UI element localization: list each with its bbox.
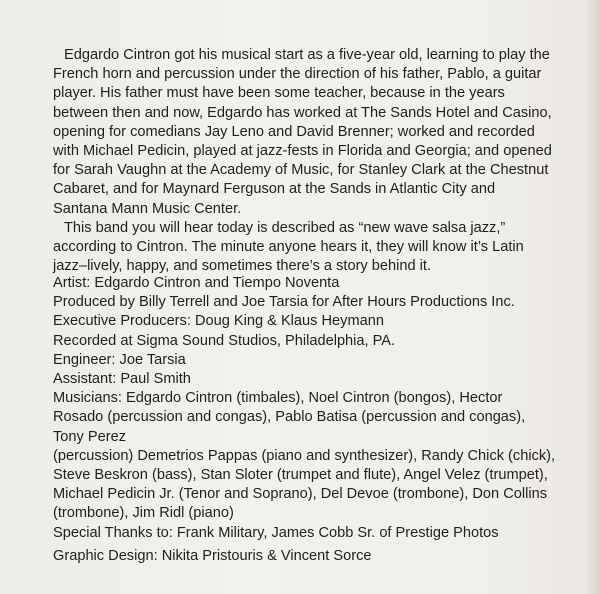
bio-line: This band you will hear today is described as “new wave salsa jazz,” xyxy=(64,219,506,236)
bio-line: with Michael Pedicin, played at jazz-fests in Florida and Georgia; and opened xyxy=(53,143,552,160)
bio-line: player. His father must have been some teacher, because in the years xyxy=(53,85,505,102)
credit-recorded-at: Recorded at Sigma Sound Studios, Philadelphia, PA. xyxy=(53,332,396,349)
credit-assistant: Assistant: Paul Smith xyxy=(53,371,191,388)
bio-line: according to Cintron. The minute anyone hears it, they will know it’s Latin xyxy=(53,239,524,256)
credit-producer: Produced by Billy Terrell and Joe Tarsia for After Hours Productions Inc. xyxy=(53,294,515,311)
biography-text xyxy=(53,46,565,276)
credit-musicians: Tony Perez xyxy=(53,428,127,445)
bio-line: opening for comedians Jay Leno and David Brenner; worked and recorded xyxy=(53,123,535,140)
credit-engineer: Engineer: Joe Tarsia xyxy=(53,351,186,368)
page-edge-shadow xyxy=(584,0,600,594)
credit-musicians: Steve Beskron (bass), Stan Sloter (trumpet and flute), Angel Velez (trumpet), xyxy=(53,467,548,484)
bio-line: for Sarah Vaughn at the Academy of Music, for Stanley Clark at the Chestnut xyxy=(53,162,549,179)
credit-executive-producers: Executive Producers: Doug King & Klaus Heymann xyxy=(53,313,384,330)
credit-musicians: Musicians: Edgardo Cintron (timbales), Noel Cintron (bongos), Hector xyxy=(53,390,503,407)
album-credits xyxy=(53,274,573,566)
credit-musicians: Michael Pedicin Jr. (Tenor and Soprano), Del Devoe (trombone), Don Collins xyxy=(53,486,547,503)
bio-line: Santana Mann Music Center. xyxy=(53,200,242,217)
bio-line: between then and now, Edgardo has worked at The Sands Hotel and Casino, xyxy=(53,104,552,121)
bio-line: Cabaret, and for Maynard Ferguson at the Sands in Atlantic City and xyxy=(53,181,496,198)
credit-artist: Artist: Edgardo Cintron and Tiempo Noventa xyxy=(53,275,340,291)
credit-musicians: (trombone), Jim Ridl (piano) xyxy=(53,505,234,522)
credit-musicians: (percussion) Demetrios Pappas (piano and synthesizer), Randy Chick (chick), xyxy=(53,447,556,464)
credit-special-thanks: Special Thanks to: Frank Military, James Cobb Sr. of Prestige Photos xyxy=(53,524,499,541)
credit-graphic-design: Graphic Design: Nikita Pristouris & Vincent Sorce xyxy=(53,547,372,564)
credit-musicians: Rosado (percussion and congas), Pablo Batisa (percussion and congas), xyxy=(53,409,526,426)
bio-line: French horn and percussion under the direction of his father, Pablo, a guitar xyxy=(53,66,542,83)
bio-line: jazz–lively, happy, and sometimes there’s a story behind it. xyxy=(53,258,432,275)
bio-line: Edgardo Cintron got his musical start as a five-year old, learning to play the xyxy=(64,47,550,63)
